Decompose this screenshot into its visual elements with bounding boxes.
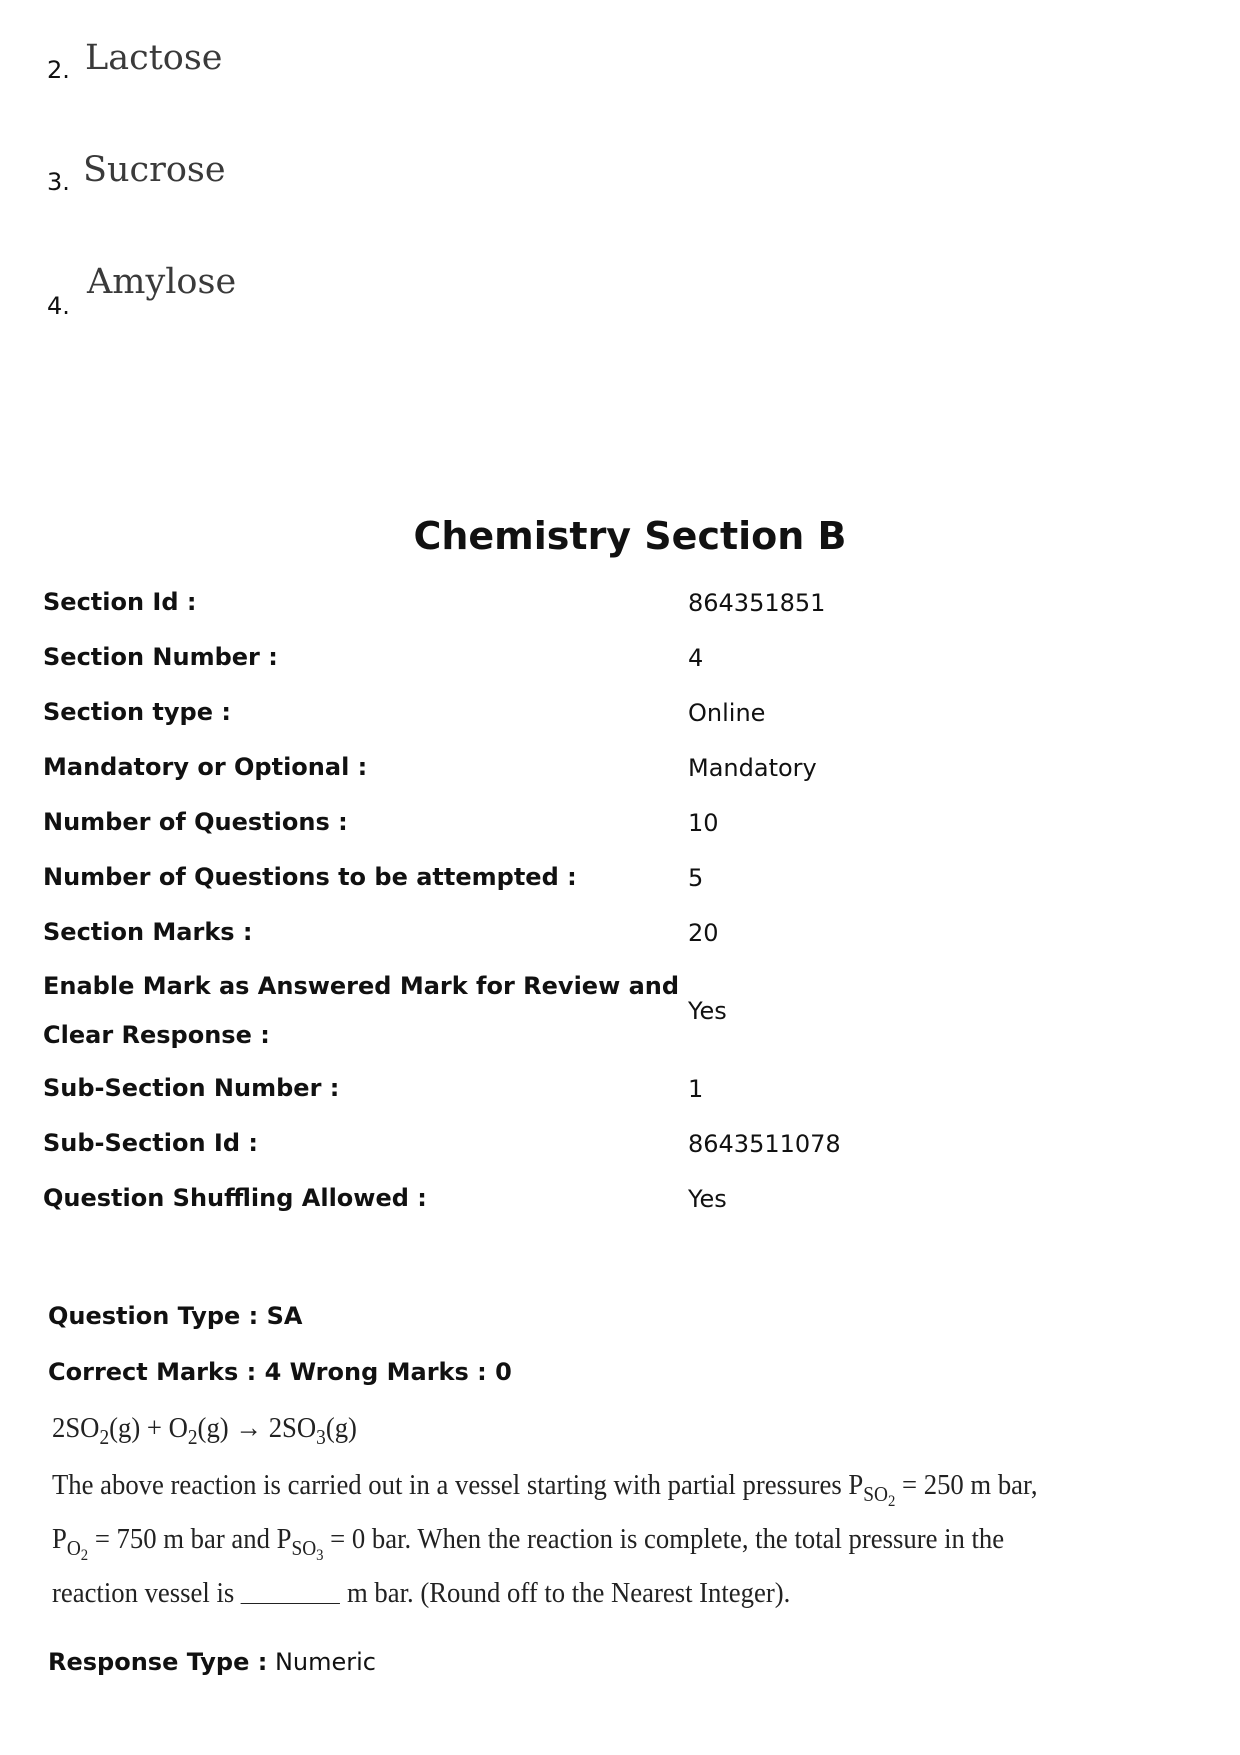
info-row [43,795,1193,850]
question-type: Question Type : SA [48,1302,303,1330]
subscript: 2 [887,1493,896,1510]
eq-term: 2SO [52,1412,100,1444]
info-row [43,685,1193,740]
info-value: 8643511078 [688,1129,841,1158]
response-type-label: Response Type : [48,1648,268,1676]
info-row [43,960,1193,1061]
section-title: Chemistry Section B [413,514,847,558]
info-row [43,740,1193,795]
answer-blank [241,1583,340,1604]
question-text: reaction vessel is [52,1577,235,1609]
info-value: Yes [688,1184,727,1213]
info-row [43,630,1193,685]
option-number: 2. [47,56,70,84]
subscript: SO [863,1482,888,1506]
option-number: 4. [47,292,70,320]
option-text: Lactose [85,38,223,78]
section-info-table [43,575,1193,1226]
info-value: 864351851 [688,588,826,617]
info-value: Yes [688,996,727,1025]
subscript: SO [291,1536,317,1560]
info-value: 4 [688,643,704,672]
response-type [48,1648,376,1676]
info-row [43,850,1193,905]
info-value: Online [688,698,766,727]
question-line [52,1512,1005,1566]
eq-plus: + [146,1412,162,1444]
eq-state: (g) [197,1412,229,1444]
info-value: 1 [688,1074,704,1103]
info-label: Section Id : [43,588,197,616]
info-row [43,1061,1193,1116]
eq-arrow: → [235,1412,263,1444]
question-text: P [52,1523,67,1555]
eq-state: (g) [109,1412,141,1444]
info-row [43,1171,1193,1226]
info-label: Section type : [43,698,231,726]
eq-subscript: 2 [187,1425,198,1449]
question-line [52,1458,1038,1512]
info-label: Number of Questions to be attempted : [43,863,577,891]
question-line [52,1566,926,1620]
response-type-value: Numeric [274,1648,376,1676]
question-text: m bar. (Round off to the Nearest Integer). [346,1577,791,1609]
eq-term: O [168,1412,188,1444]
info-label: Sub-Section Id : [43,1129,258,1157]
info-row [43,575,1193,630]
option-text: Amylose [87,262,237,302]
info-value: 10 [688,808,719,837]
subscript: O [66,1536,81,1560]
eq-state: (g) [325,1412,357,1444]
info-label: Section Number : [43,643,278,671]
question-marks: Correct Marks : 4 Wrong Marks : 0 [48,1358,512,1386]
question-body [52,1398,1038,1620]
eq-term: 2SO [268,1412,317,1444]
info-label: Mandatory or Optional : [43,753,368,781]
chemical-equation [52,1398,926,1458]
option-number: 3. [47,168,70,196]
question-text: The above reaction is carried out in a vessel starting with partial pressures P [52,1469,864,1501]
info-label: Section Marks : [43,918,253,946]
info-value: 20 [688,918,719,947]
info-label: Enable Mark as Answered Mark for Review and Clear Response : [43,971,680,1049]
info-row [43,905,1193,960]
info-row [43,1116,1193,1171]
info-value: 5 [688,863,704,892]
question-text: = 0 bar. When the reaction is complete, the total pressure in the [330,1523,1005,1555]
eq-subscript: 2 [99,1425,110,1449]
info-label: Sub-Section Number : [43,1074,340,1102]
info-value: Mandatory [688,753,817,782]
option-text: Sucrose [83,150,226,190]
info-label: Number of Questions : [43,808,348,836]
question-text: = 250 m bar, [902,1469,1038,1501]
subscript: 3 [316,1547,324,1564]
subscript: 2 [80,1547,89,1564]
question-text: = 750 m bar and P [94,1523,292,1555]
info-label: Question Shuffling Allowed : [43,1184,427,1212]
eq-subscript: 3 [316,1425,326,1449]
